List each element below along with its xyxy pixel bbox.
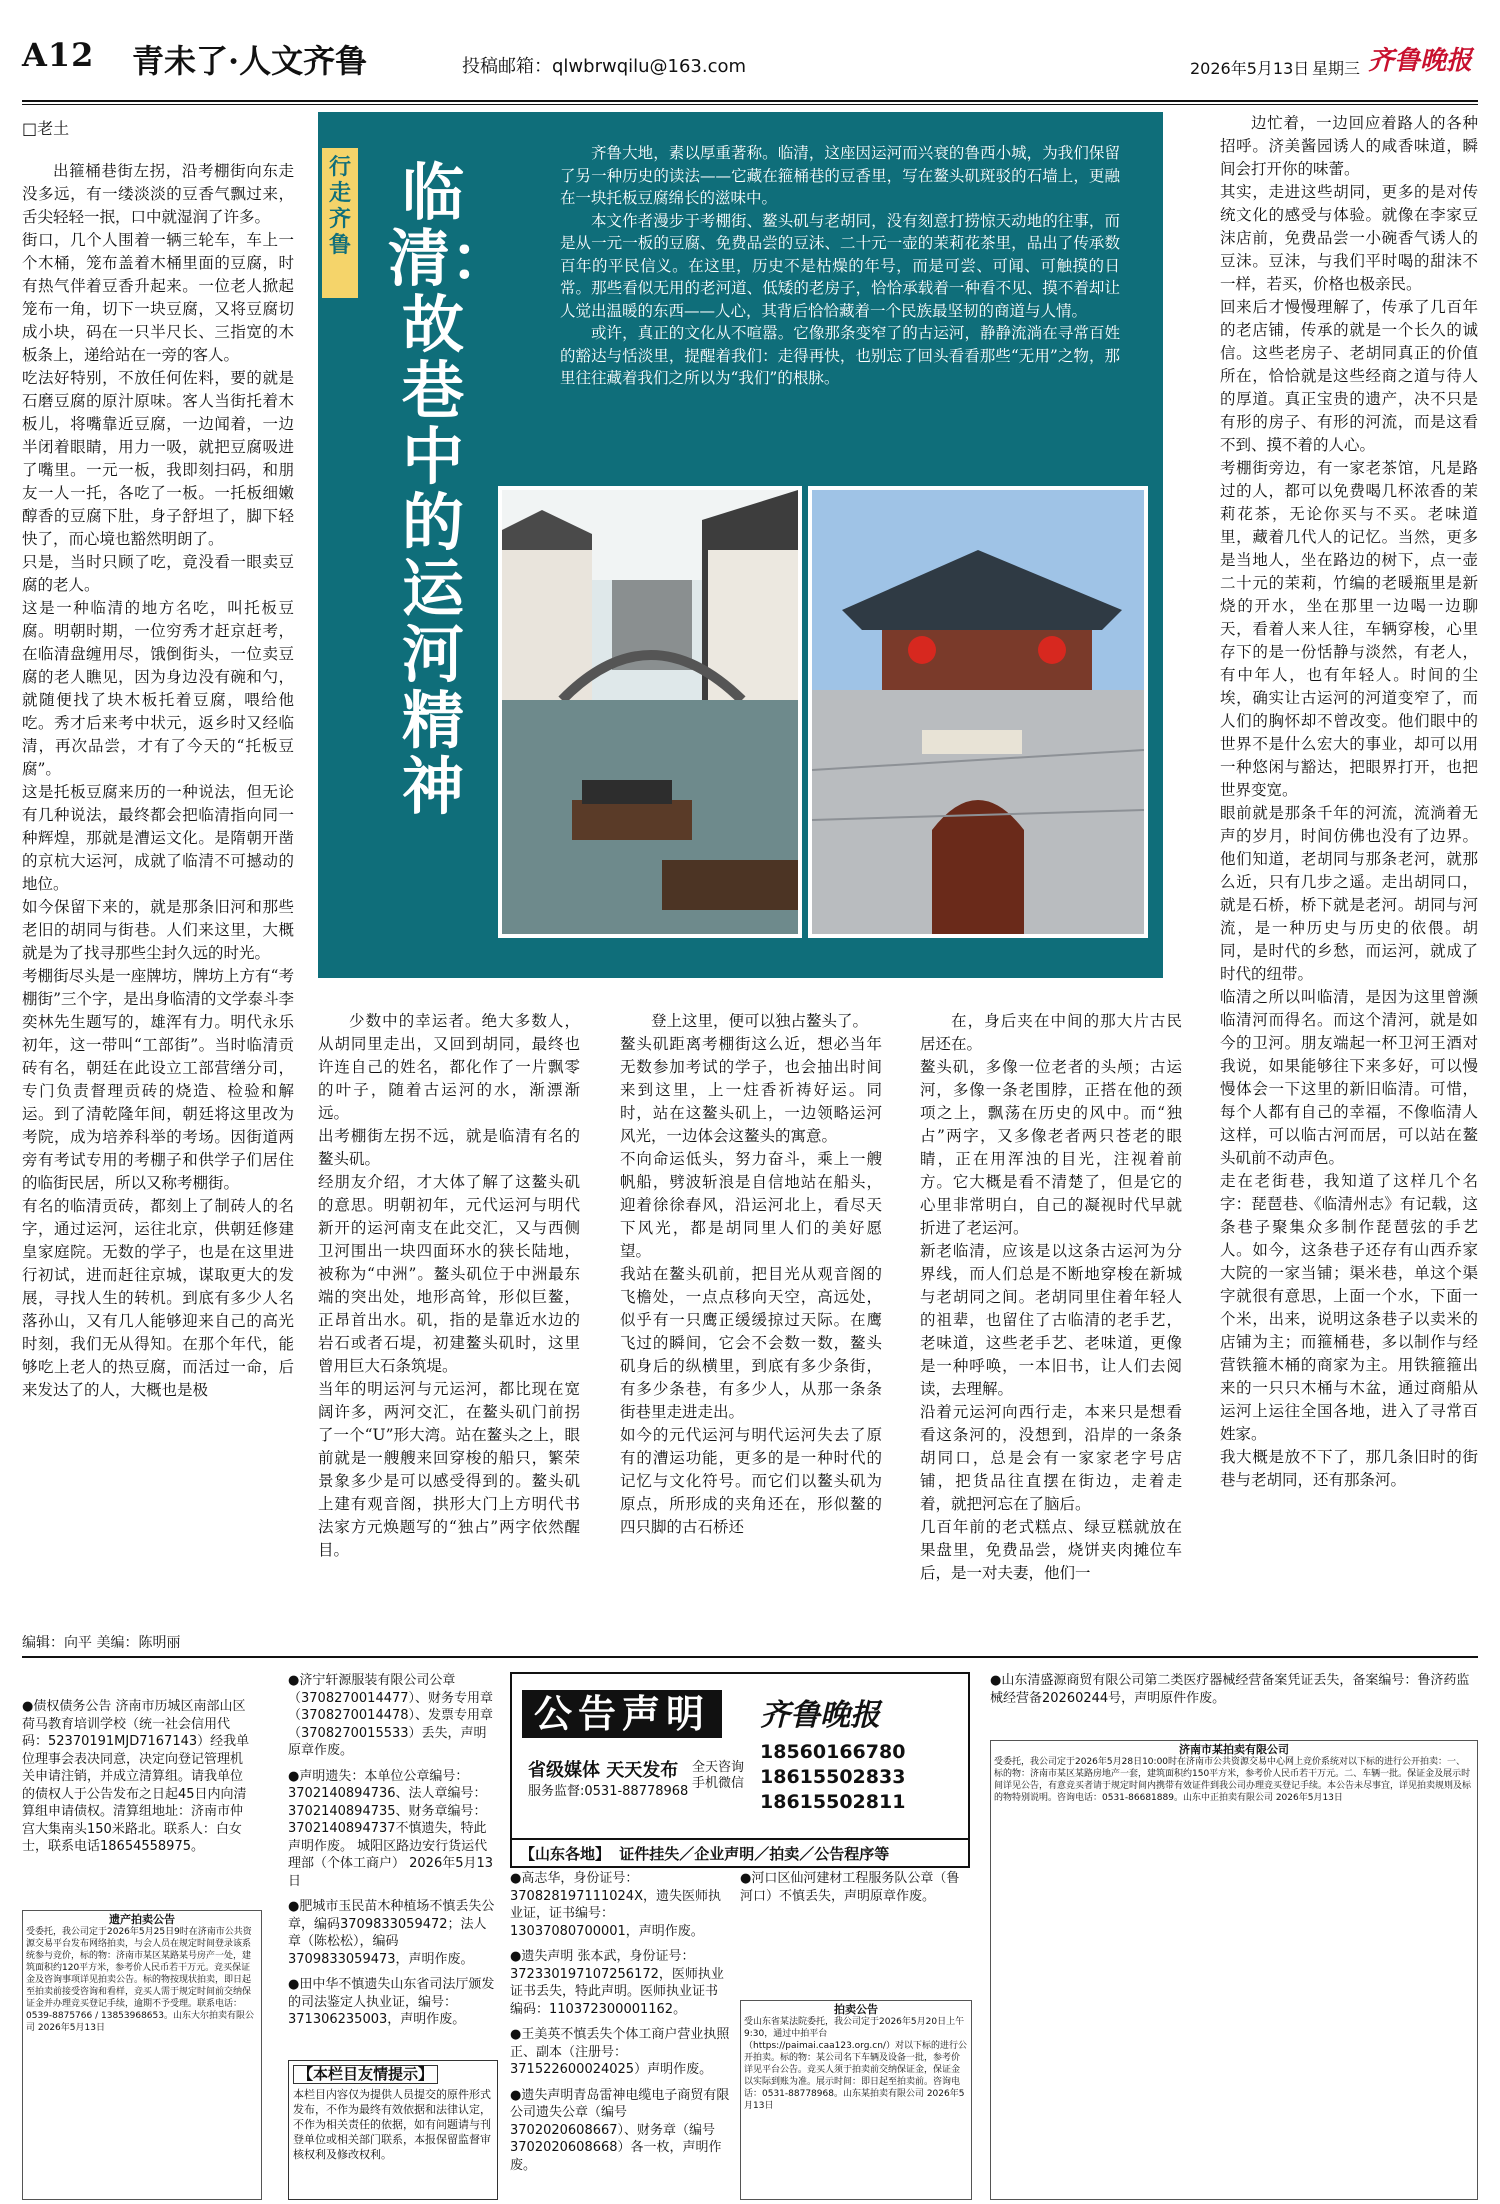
ad-column-4	[740, 1870, 970, 1913]
article-column-4: 在，身后夹在中间的那大片古民居还在。 鳌头矶，多像一位老者的头颅；古运河，多像一条老围脖，正搭在他的颈项之上，飘荡在历史的风中。而“独占”两字，又多像老者两只苍老的眼睛，正在用浑浊的目光，注视着前方。它大概是看不清楚了，但是它的心里非常明白，自己的凝视时代早就折进了老运河。 新老临清，应该是以这条古运河为分界线，而人们总是不断地穿梭在新城与老胡同之间。老胡同里住着年轻人的祖辈，也留住了古临清的老手艺，老味道，这些老手艺、老味道，更像是一种呼唤，一本旧书，让人们去阅读，去理解。 沿着元运河向西行走，本来只是想看看这条河的，没想到，沿岸的一条条胡同口，总是会有一家家老字号店铺，把货品往直摆在街边，走着走着，就把河忘在了脑后。 几百年前的老式糕点、绿豆糕就放在果盘里，免费品尝，烧饼夹肉摊位车后，是一对夫妻，他们一	[920, 1012, 1182, 1582]
article-column-1: 出箍桶巷街左拐，沿考棚街向东走没多远，有一缕淡淡的豆香气飘过来，舌尖轻轻一抿，口中就湿润了许多。 街口，几个人围着一辆三轮车，车上一个木桶，笼布盖着木桶里面的豆腐，时有热气伴着豆香升起来。一位老人掀起笼布一角，切下一块豆腐，又将豆腐切成小块，码在一只半尺长、三指宽的木板条上，递给站在一旁的客人。 吃法好特别，不放任何佐料，要的就是石磨豆腐的原汁原味。客人当街托着木板儿，将嘴靠近豆腐，一边闻着，一边半闭着眼睛，用力一吸，就把豆腐吸进了嘴里。一元一板，我即刻扫码，和朋友一人一托，各吃了一板。一托板细嫩醇香的豆腐下肚，身子舒坦了，脚下轻快了，而心境也豁然明朗了。 只是，当时只顾了吃，竟没看一眼卖豆腐的老人。 这是一种临清的地方名吃，叫托板豆腐。明朝时期，一位穷秀才赶京赶考，在临清盘缠用尽，饿倒街头，一位卖豆腐的老人瞧见，因为身边没有碗和勺，就随便找了块木板托着豆腐，喂给他吃。秀才后来考中状元，返乡时又经临清，再次品尝，才有了今天的“托板豆腐”。 这是托板豆腐来历的一种说法，但无论有几种说法，最终都会把临清指向同一种辉煌，那就是漕运文化。是隋朝开凿的京杭大运河，成就了临清不可撼动的地位。 如今保留下来的，就是那条旧河和那些老旧的胡同与街巷。人们来这里，大概就是为了找寻那些尘封久远的时光。 考棚街尽头是一座牌坊，牌坊上方有“考棚街”三个字，是出身临清的文学泰斗李奕林先生题写的，雄浑有力。明代永乐初年，这一带叫“工部街”。当时临清贡砖有名，朝廷在此设立工部营缮分司，专门负责督理贡砖的烧造、检验和解运。到了清乾隆年间，朝廷将这里改为考院，成为培养科举的考场。因街道两旁有考试专用的考棚子和供学子们居住的临街民居，所以又称考棚街。 有名的临清贡砖，都刻上了制砖人的名字，通过运河，运往北京，供朝廷修建皇家庭院。无数的学子，也是在这里进行初试，进而赶往京城，谋取更大的发展，寻找人生的转机。到底有多少人名落孙山，又有几人能够迎来自己的高光时刻，我们无从得知。在那个年代，能够吃上老人的热豆腐，而活过一命，后来发达了的人，大概也是极	[22, 162, 294, 1399]
auction-notice-1-body: 受委托，我公司定于2026年5月25日9时在济南市公共资源交易平台发布网络拍卖，与会人员在规定时间登录该系统参与竞价，标的物：济南市某区某路某号房产一处，建筑面积约120平方米，参考价人民币若干万元。竞买保证金及咨询事项详见拍卖公告。标的物按现状拍卖，即日起至拍卖前接受咨询和看样，竞买人需于规定时间前交纳保证金并办理竞买登记手续，逾期不予受理。联系电话：0539-8875766 / 13853968653。山东大尔拍卖有限公司 2026年5月13日	[26, 1927, 254, 2033]
lede-paragraph-2: 本文作者漫步于考棚街、鳌头矶与老胡同，没有刻意打捞惊天动地的往事，而是从一元一板的豆腐、免费品尝的豆沫、二十元一壶的茉莉花茶里，品出了传承数百年的平民信义。在这里，历史不是枯燥的年号，而是可尝、可闻、可触摸的日常。那些看似无用的老河道、低矮的老房子，恰恰承载着一种看不见、摸不着却让人觉出温暖的东西——人心，其背后恰恰藏着一个民族最坚韧的商道与人情。	[560, 211, 1120, 320]
article-author: □老土	[22, 119, 70, 138]
ad-column-5	[990, 1672, 1478, 1715]
ad-cert-loss: ●田中华不慎遗失山东省司法厅颁发的司法鉴定人执业证，编号：371306235003，声明作废。	[288, 1977, 495, 2027]
article-lede	[560, 142, 1120, 390]
section-title: 青未了·人文齐鲁	[132, 42, 368, 80]
auction-notice-2-body: 受山东省某法院委托，我公司定于2026年5月20日上午9:30，通过中拍平台（https://paimai.caa123.org.cn/）对以下标的进行公开拍卖。标的物：某公司名下车辆及设备一批，参考价详见平台公告。竞买人须于拍卖前交纳保证金，保证金以实际到账为准。展示时间：即日起至拍卖前。咨询电话：0531-88778968。山东某拍卖有限公司 2026年5月13日	[744, 2017, 967, 2111]
section-separator	[22, 1656, 1478, 1658]
announcement-qr-label: 全天咨询 手机微信	[692, 1760, 745, 1791]
auction-notice-1-title: 遗产拍卖公告	[109, 1913, 175, 1926]
ad-column-3	[510, 1870, 730, 2182]
header-rule	[22, 100, 1478, 102]
issue-weekday: 星期三	[1312, 59, 1361, 78]
column-tag-label: 行走齐鲁	[328, 154, 351, 258]
ad-medical-cert-loss: ●山东清盛源商贸有限公司第二类医疗器械经营备案凭证丢失，备案编号：鲁济药监械经营备20260244号，声明原件作废。	[990, 1673, 1470, 1706]
column-tip-text: 本栏目内容仅为提供人员提交的原件形式发布，不作为最终有效依据和法律认定，不作为相关责任的依据，如有问题请与刊登单位或相关部门联系，本报保留监督审核权利及修改权利。	[293, 2088, 491, 2161]
water-town-canal-icon	[498, 486, 802, 938]
ad-seal-loss-5: ●河口区仙河建材工程服务队公章（鲁河口）不慎丢失，声明原章作废。	[740, 1871, 960, 1904]
auction-notice-2-title: 拍卖公告	[834, 2003, 878, 2016]
ad-id-loss-1: ●高志华，身份证号：370828197111024X，遗失医师执业证，证书编号：13037080700001，声明作废。	[510, 1871, 721, 1939]
auction-notice-3-body: 受委托，我公司定于2026年5月28日10:00时在济南市公共资源交易中心网上竞价系统对以下标的进行公开拍卖：一、标的物：济南市某区某路房地产一套，建筑面积约150平方米，参考价人民币若干万元。二、车辆一批。保证金及展示时间详见公告，有意竞买者请于规定时间内携带有效证件到我公司办理竞买登记手续。本公告未尽事宜，详见拍卖规则及标的物特别说明。咨询电话：0531-86681889。山东中正拍卖有限公司 2026年5月13日	[994, 1757, 1472, 1803]
article-column-2: 少数中的幸运者。绝大多数人，从胡同里走出，又回到胡同，最终也许连自己的姓名，都化作了一片飘零的叶子，随着古运河的水，渐漂渐远。 出考棚街左拐不远，就是临清有名的鳌头矶。 经朋友介绍，才大体了解了这鳌头矶的意思。明朝初年，元代运河与明代新开的运河南支在此交汇，又与西侧卫河围出一块四面环水的狭长陆地，被称为“中洲”。鳌头矶位于中洲最东端的突出处，地形高耸，形似巨鳌，正昂首出水。矶，指的是靠近水边的岩石或者石堤，初建鳌头矶时，这里曾用巨大石条筑堤。 当年的明运河与元运河，都比现在宽阔许多，两河交汇，在鳌头矶门前拐了一个“U”形大湾。站在鳌头之上，眼前就是一艘艘来回穿梭的船只，繁荣景象多少是可以感受得到的。鳌头矶上建有观音阁，拱形大门上方明代书法家方元焕题写的“独占”两字依然醒目。	[318, 1012, 580, 1559]
ad-seal-loss-1: ●济宁轩源服装有限公司公章（3708270014477）、财务专用章（3708270014478）、发票专用章（3708270015533）丢失，声明原章作废。	[288, 1673, 494, 1758]
phone-3[interactable]: 18615502811	[760, 1791, 906, 1813]
article-title: 临清：故巷中的运河精神	[388, 156, 513, 823]
ancient-gate-tower-icon	[808, 486, 1148, 938]
submission-email: 投稿邮箱：qlwbrwqilu@163.com	[462, 56, 747, 77]
lede-paragraph-1: 齐鲁大地，素以厚重著称。临清，这座因运河而兴衰的鲁西小城，为我们保留了另一种历史的读法——它藏在箍桶巷的豆香里，写在鳌头矶斑驳的石墙上，更融在一块托板豆腐绵长的滋味中。	[560, 144, 1120, 207]
ad-debt-notice: ●债权债务公告 济南市历城区南部山区荷马教育培训学校（统一社会信用代码：52370191MJD7167143）经我单位理事会表决同意，决定向登记管理机关申请注销，并成立清算组。请我单位的债权人于公告发布之日起45日内向清算组申请债权。清算组地址：济南市仲宫大集南头150米路北。联系人：白女士，联系电话18654558975。	[22, 1699, 250, 1854]
column-tip-box	[288, 2060, 498, 2200]
phone-1[interactable]: 18560166780	[760, 1741, 906, 1763]
announcement-categories: 【山东各地】 证件挂失／企业声明／拍卖／公告程序等	[512, 1838, 968, 1866]
auction-notice-2	[740, 2000, 972, 2200]
auction-notice-1	[22, 1910, 262, 2200]
column-tip-title: 【本栏目友情提示】	[293, 2065, 438, 2084]
announcement-title: 公告声明	[522, 1690, 722, 1738]
ad-license-loss: ●王美英不慎丢失个体工商户营业执照正、副本（注册号：371522600024025）声明作废。	[510, 2027, 730, 2077]
editor-credits: 编辑：向平 美编：陈明丽	[22, 1635, 181, 1651]
announcement-slogan: 省级媒体 天天发布	[528, 1760, 679, 1781]
announcement-phones	[760, 1740, 905, 1815]
lede-paragraph-3: 或许，真正的文化从不喧嚣。它像那条变窄了的古运河，静静流淌在寻常百姓的豁达与恬淡里，提醒着我们：走得再快，也别忘了回头看看那些“无用”之物，那里往往藏着我们之所以为“我们”的根脉。	[560, 324, 1120, 387]
announcement-logo: 齐鲁晚报	[760, 1698, 880, 1733]
auction-notice-3-title: 济南市某拍卖有限公司	[1179, 1743, 1289, 1756]
ad-column-1	[22, 1698, 252, 1864]
ad-column-2	[288, 1672, 498, 2037]
header-rule-thin	[22, 104, 1478, 105]
article-column-5: 边忙着，一边回应着路人的各种招呼。济美酱园诱人的咸香味道，瞬间会打开你的味蕾。 其实，走进这些胡同，更多的是对传统文化的感受与体验。就像在李家豆沫店前，免费品尝一小碗香气诱人的豆沫。豆沫，与我们平时喝的甜沫不一样，若买，价格也极亲民。 回来后才慢慢理解了，传承了几百年的老店铺，传承的就是一个长久的诚信。这些老房子、老胡同真正的价值所在，恰恰就是这些经商之道与待人的厚道。真正宝贵的遗产，决不只是有形的房子、有形的河流，而是这看不到、摸不着的人心。 考棚街旁边，有一家老茶馆，凡是路过的人，都可以免费喝几杯浓香的茉莉花茶，无论你买与不买。老味道里，藏着几代人的记忆。当然，更多是当地人，坐在路边的树下，点一壶二十元的茉莉，竹编的老暖瓶里是新烧的开水，坐在那里一边喝一边聊天，看着人来人往，车辆穿梭，心里存下的是一份恬静与淡然，有老人，有中年人，也有年轻人。时间的尘埃，确实让古运河的河道变窄了，而人们的胸怀却不曾改变。他们眼中的世界不是什么宏大的事业，却可以用一种悠闲与豁达，把眼界打开，也把世界变宽。 眼前就是那条千年的河流，流淌着无声的岁月，时间仿佛也没有了边界。他们知道，老胡同与那条老河，就那么近，只有几步之遥。走出胡同口，就是石桥，桥下就是老河。胡同与河流，是一种历史与历史的依偎。胡同，是时代的乡愁，而运河，就成了时代的纽带。 临清之所以叫临清，是因为这里曾濒临清河而得名。而这个清河，就是如今的卫河。朋友端起一杯卫河王酒对我说，如果能够往下来多好，可以慢慢体会一下这里的新旧临清。可惜，每个人都有自己的幸福，不像临清人这样，可以临古河而居，可以站在鳌头矶前不动声色。 走在老街巷，我知道了这样几个名字：琵琶巷、《临清州志》有记载，这条巷子聚集众多制作琵琶弦的手艺人。如今，这条巷子还存有山西乔家大院的一家当铺；渠米巷，单这个渠字就很有意思，上面一个水，下面一个米，出来，说明这条巷子以卖米的店铺为主；而箍桶巷，多以制作与经营铁箍木桶的商家为主。用铁箍箍出来的一只只木桶与木盆，通过商船从运河上运往全国各地，进入了寻常百姓家。 我大概是放不下了，那几条旧时的街巷与老胡同，还有那条河。	[1220, 114, 1478, 1489]
announcement-supervision: 服务监督:0531-88778968	[528, 1784, 689, 1799]
ad-seal-loss-4: ●遗失声明青岛雷神电缆电子商贸有限公司遗失公章（编号3702020608667）、财务章（编号3702020608668）各一枚，声明作废。	[510, 2087, 730, 2173]
ad-seal-loss-2: ●声明遗失：本单位公章编号：3702140894736、法人章编号：3702140894735、财务章编号：3702140894737不慎遗失，特此声明作废。 城阳区路边安行货运代理部（个体工商户） 2026年5月13日	[288, 1768, 494, 1889]
auction-notice-3	[990, 1740, 1478, 2200]
newspaper-logo: 齐鲁晚报	[1368, 46, 1473, 76]
article-column-3: 登上这里，便可以独占鳌头了。 鳌头矶距离考棚街这么近，想必当年无数参加考试的学子，也会抽出时间来到这里，上一炷香祈祷好运。同时，站在这鳌头矶上，一边领略运河风光，一边体会这鳌头的寓意。 不向命运低头，努力奋斗，乘上一艘帆船，劈波斩浪是自信地站在船头，迎着徐徐春风，沿运河北上，看尽天下风光，都是胡同里人们的美好愿望。 我站在鳌头矶前，把目光从观音阁的飞檐处，一点点移向天空，高远处，似乎有一只鹰正缓缓掠过天际。在鹰飞过的瞬间，它会不会数一数，鳌头矶身后的纵横里，到底有多少条街，有多少条巷，有多少人，从那一条条街巷里走进走出。 如今的元代运河与明代运河失去了原有的漕运功能，更多的是一种时代的记忆与文化符号。而它们以鳌头矶为原点，所形成的夹角还在，形似鳌的四只脚的古石桥还	[620, 1012, 882, 1536]
ad-seal-loss-3: ●肥城市玉民苗木种植场不慎丢失公章，编码3709833059472；法人章（陈松松），编码3709833059473，声明作废。	[288, 1899, 495, 1967]
phone-2[interactable]: 18615502833	[760, 1766, 906, 1788]
ad-id-loss-2: ●遗失声明 张本武，身份证号：372330197107256172，医师执业证书丢失，特此声明。医师执业证书编码：110372300001162。	[510, 1949, 724, 2017]
page-number: A12	[22, 36, 95, 74]
issue-date: 2026年5月13日	[1190, 59, 1310, 78]
